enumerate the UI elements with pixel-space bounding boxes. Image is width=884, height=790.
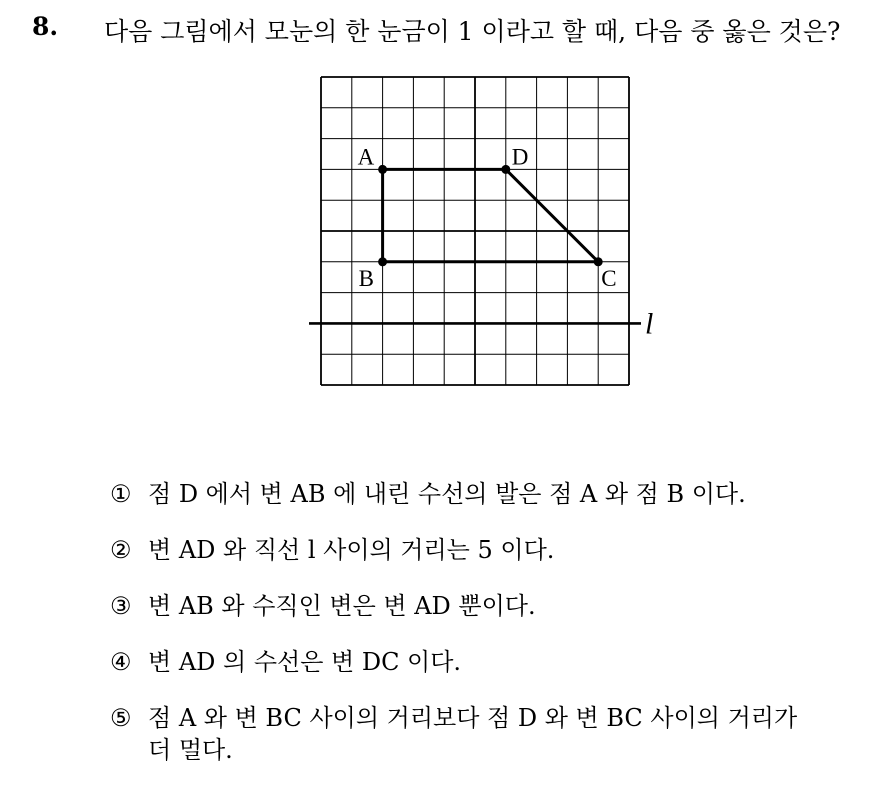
- choice-1[interactable]: [110, 478, 870, 510]
- grid-figure-svg: [300, 70, 680, 400]
- choice-4[interactable]: [110, 646, 870, 678]
- choice-marker: ③: [110, 592, 132, 620]
- choice-text: 점 A 와 변 BC 사이의 거리보다 점 D 와 변 BC 사이의 거리가: [148, 704, 798, 732]
- grid-figure: [300, 70, 680, 400]
- choice-text-continued: 더 멀다.: [148, 736, 233, 764]
- vertex-b: [378, 257, 387, 266]
- vertex-label-d: D: [511, 144, 529, 170]
- choice-marker: ②: [110, 536, 132, 564]
- choice-marker: ⑤: [110, 704, 132, 732]
- vertex-a: [378, 165, 387, 174]
- choice-text: 변 AD 의 수선은 변 DC 이다.: [148, 648, 462, 676]
- line-l-label: l: [645, 307, 654, 341]
- choice-marker: ④: [110, 648, 132, 676]
- vertex-label-a: A: [357, 144, 375, 170]
- question-text: 다음 그림에서 모눈의 한 눈금이 1 이라고 할 때, 다음 중 옳은 것은?: [104, 17, 841, 46]
- quadrilateral-abcd: [383, 169, 599, 261]
- choice-2[interactable]: [110, 534, 870, 566]
- choice-5[interactable]: [110, 702, 870, 766]
- choice-marker: ①: [110, 480, 132, 508]
- vertex-label-c: C: [601, 265, 617, 291]
- vertex-label-b: B: [358, 265, 374, 291]
- choices-list: [110, 478, 870, 790]
- choice-3[interactable]: [110, 590, 870, 622]
- choice-text: 변 AB 와 수직인 변은 변 AD 뿐이다.: [148, 592, 536, 620]
- question-number: 8.: [32, 12, 59, 41]
- choice-text: 변 AD 와 직선 l 사이의 거리는 5 이다.: [148, 536, 555, 564]
- choice-text: 점 D 에서 변 AB 에 내린 수선의 발은 점 A 와 점 B 이다.: [148, 480, 746, 508]
- vertex-d: [501, 165, 510, 174]
